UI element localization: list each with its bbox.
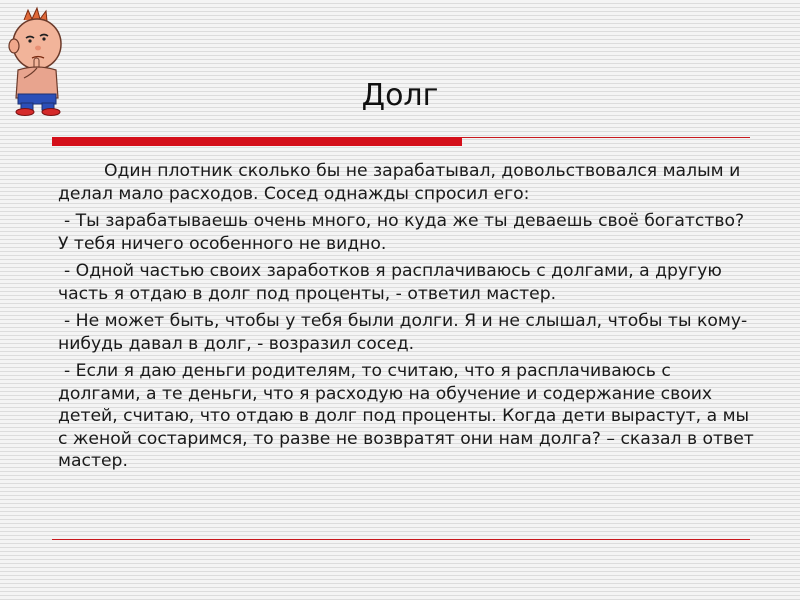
underline-thick — [52, 137, 462, 146]
slide-title: Долг — [361, 78, 439, 113]
title-underline — [52, 136, 750, 148]
paragraph-conclusion: - Если я даю деньги родителям, то считаю, что я расплачиваюсь с долгами, а те деньги, что я расходую на обучение и содержание своих детей, считаю, что отдаю в долг под проценты. Когда дети вырастут, а мы с женой состаримся, то разве не возвратят они нам долга? – сказал в ответ мастер. — [58, 361, 754, 471]
paragraph-objection: - Не может быть, чтобы у тебя были долги. Я и не слышал, чтобы ты кому-нибудь давал в долг, - возразил сосед. — [58, 311, 748, 354]
slide-body — [58, 160, 758, 478]
paragraph-answer: - Одной частью своих заработков я расплачиваюсь с долгами, а другую часть я отдаю в долг под проценты, - ответил мастер. — [58, 261, 722, 304]
paragraph-intro: Один плотник сколько бы не зарабатывал, довольствовался малым и делал мало расходов. Сосед однажды спросил его: — [58, 161, 741, 204]
paragraph-question: - Ты зарабатываешь очень много, но куда же ты деваешь своё богатство? У тебя ничего особенного не видно. — [58, 211, 745, 254]
footer-rule — [52, 539, 750, 540]
